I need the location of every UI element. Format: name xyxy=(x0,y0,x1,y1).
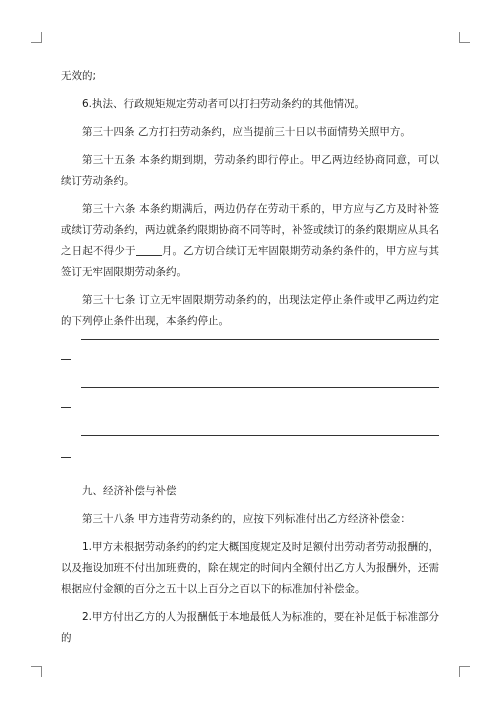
blank-line-2[interactable] xyxy=(61,387,439,435)
paragraph-article-35: 第三十五条 本条约期到期，劳动条约即行停止。甲乙两边经协商同意，可以续订劳动条约。 xyxy=(61,154,439,187)
document-body xyxy=(61,66,439,656)
crop-mark-bottom-left xyxy=(31,666,42,677)
underline xyxy=(81,435,439,436)
blank-lines-area xyxy=(61,339,439,473)
dash-mark xyxy=(61,407,71,408)
paragraph: 6.执法、行政规矩规定劳动者可以打扫劳动条约的其他情况。 xyxy=(82,98,366,110)
paragraph-item-1: 1.甲方未根据劳动条约的约定大概国度规定及时足额付出劳动者劳动报酬的，以及拖设加班不付出加班费的，除在规定的时间内全额付出乙方人为报酬外，还需根据应付金额的百分之五十以上百分之百以下的标准加付补偿金。 xyxy=(61,541,439,595)
paragraph: 无效的; xyxy=(61,70,97,82)
blank-line-3[interactable] xyxy=(61,435,439,473)
dash-mark xyxy=(61,457,71,458)
crop-mark-top-left xyxy=(31,32,42,43)
paragraph-article-38: 第三十八条 甲方违背劳动条约的，应按下列标准付出乙方经济补偿金： xyxy=(82,513,411,525)
paragraph-article-34: 第三十四条 乙方打扫劳动条约，应当提前三十日以书面情势关照甲方。 xyxy=(82,126,411,138)
underline xyxy=(81,387,439,388)
underline xyxy=(81,339,439,340)
paragraph-article-37: 第三十七条 订立无牢固限期劳动条约的，出现法定停止条件或甲乙两边约定的下列停止条件出现，本条约停止。 xyxy=(61,294,439,327)
paragraph-item-2: 2.甲方付出乙方的人为报酬低于本地最低人为标准的，要在补足低于标准部分的 xyxy=(61,611,439,644)
fill-in-blank-months[interactable] xyxy=(136,243,162,256)
article-36-text-start: 第三十六条 本条约期满后，两边仍存在劳动干系的，甲方应与乙方及时补签或续订劳动条约，两边就条约限期协商不同等时，补签或续订的条约限期应从具名之日起不得少于 xyxy=(61,203,439,257)
dash-mark xyxy=(61,359,71,360)
section-heading: 九、经济补偿与补偿 xyxy=(82,485,177,497)
blank-line-1[interactable] xyxy=(61,339,439,387)
paragraph-article-36 xyxy=(61,199,439,283)
article-36-text-end: 月。乙方切合续订无牢固限期劳动条约条件的，甲方应与其签订无牢固限期劳动条约。 xyxy=(61,245,440,278)
crop-mark-bottom-right xyxy=(459,666,470,677)
crop-mark-top-right xyxy=(459,32,470,43)
